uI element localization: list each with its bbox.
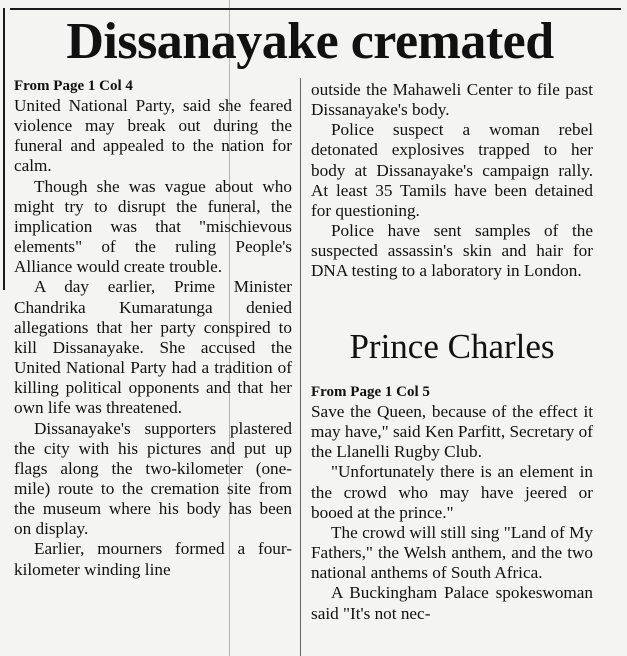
left-column <box>14 76 292 580</box>
paragraph: Police have sent samples of the suspected assassin's skin and hair for DNA testing to a laboratory in London. <box>311 221 593 281</box>
paragraph: "Unfortunately there is an element in the crowd who may have jeered or booed at the prince." <box>311 462 593 522</box>
paragraph: Dissanayake's supporters plastered the city with his pictures and put up flags along the two-kilometer (one-mile) route to the cremation site from the museum where his body has been on display. <box>14 418 292 539</box>
paragraph: The crowd will still sing "Land of My Fathers," the Welsh anthem, and the two national anthems of South Africa. <box>311 522 593 583</box>
paragraph: Police suspect a woman rebel detonated explosives trapped to her body at Dissanayake's campaign rally. At least 35 Tamils have been detained for questioning. <box>311 120 593 220</box>
paragraph: A day earlier, Prime Minister Chandrika Kumaratunga denied allegations that her party conspired to kill Dissanayake. She accused the United National Party had a tradition of killing political opponents and that her own life was threatened. <box>14 277 292 418</box>
left-border-rule <box>3 8 5 290</box>
headline: Dissanayake cremated <box>66 13 554 70</box>
column-gutter-rule <box>300 78 301 656</box>
second-story-body <box>311 382 593 624</box>
paragraph: Save the Queen, because of the effect it may have," said Ken Parfitt, Secretary of the Llanelli Rugby Club. <box>311 402 593 462</box>
paragraph: Earlier, mourners formed a four-kilometer winding line <box>14 539 292 579</box>
page-fold-line <box>229 0 230 656</box>
paragraph: United National Party, said she feared violence may break out during the funeral and appealed to the nation for calm. <box>14 96 292 176</box>
paragraph: outside the Mahaweli Center to file past Dissanayake's body. <box>311 80 593 120</box>
jump-line: From Page 1 Col 4 <box>14 78 133 94</box>
top-rule <box>10 8 621 10</box>
jump-line: From Page 1 Col 5 <box>311 384 430 400</box>
second-story-headline: Prince Charles <box>349 327 555 366</box>
paragraph: Though she was vague about who might try to disrupt the funeral, the implication was that "mischievous elements" of the ruling People's Alliance would create trouble. <box>14 176 292 277</box>
right-column <box>311 80 593 282</box>
paragraph: A Buckingham Palace spokeswoman said "It's not nec- <box>311 583 593 623</box>
